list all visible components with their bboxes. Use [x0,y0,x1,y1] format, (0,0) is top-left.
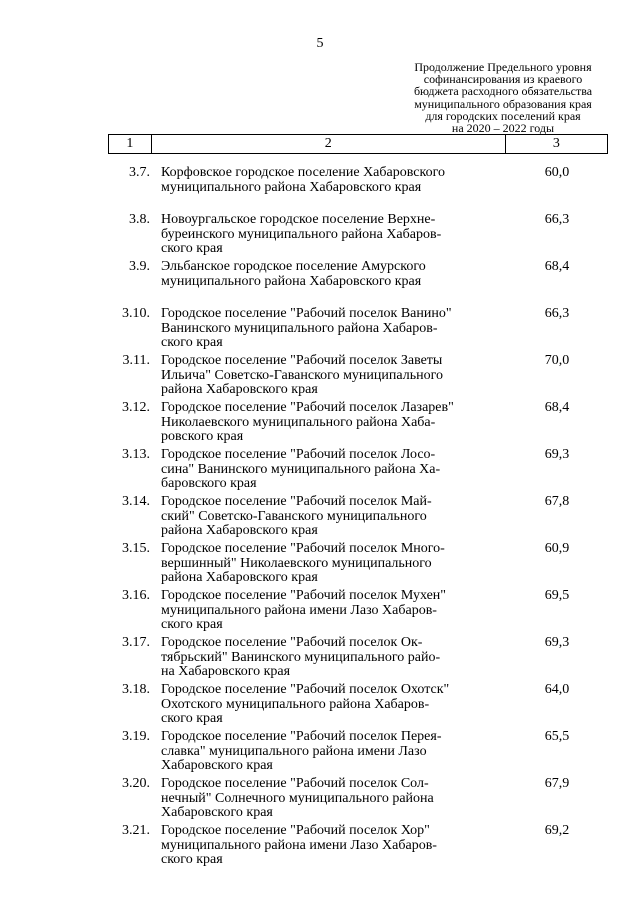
row-number: 3.10. [122,306,150,321]
cofinancing-level: 66,3 [544,306,570,321]
row-number: 3.7. [129,165,150,180]
settlement-name: Городское поселение "Рабочий поселок Май- ский" Советско-Гаванского муниципального района Хабаровского края [161,494,432,538]
settlement-name: Городское поселение "Рабочий поселок Мухен" муниципального района имени Лазо Хабаров- ского края [161,588,447,632]
table-row [108,495,608,542]
table-row [108,401,608,448]
row-number: 3.11. [122,353,150,368]
settlement-name: Корфовское городское поселение Хабаровского муниципального района Хабаровского края [161,165,445,195]
header-line: софинансирования из краевого [423,72,583,87]
cofinancing-level: 68,4 [544,259,570,274]
table-row [108,213,608,260]
table-row [108,589,608,636]
settlement-name: Городское поселение "Рабочий поселок Лазарев" Николаевского муниципального района Хаба- ровского края [161,400,454,444]
table-row [108,730,608,777]
table-row [108,777,608,824]
settlement-name: Городское поселение "Рабочий поселок Заветы Ильича" Советско-Гаванского муниципального района Хабаровского края [161,353,443,397]
cofinancing-level: 60,0 [544,165,570,180]
cofinancing-level: 69,5 [544,588,570,603]
header-line: муниципального образования края [414,96,592,111]
row-number: 3.18. [122,682,150,697]
settlement-name: Городское поселение "Рабочий поселок Ванино" Ванинского муниципального района Хабаров- ского края [161,306,452,350]
row-number: 3.21. [122,823,150,838]
continuation-header [388,61,618,134]
table-row [108,307,608,354]
column-number-3: 3 [505,135,607,154]
cofinancing-level: 69,3 [544,447,570,462]
column-header-row [108,134,608,154]
cofinancing-level: 67,8 [544,494,570,509]
settlement-name: Городское поселение "Рабочий поселок Перея- славка" муниципального района имени Лазо Хабаровского края [161,729,442,773]
row-number: 3.20. [122,776,150,791]
header-line: бюджета расходного обязательства [413,84,593,99]
row-number: 3.8. [129,212,150,227]
row-number: 3.14. [122,494,150,509]
settlement-name: Городское поселение "Рабочий поселок Много- вершинный" Николаевского муниципального района Хабаровского края [161,541,445,585]
cofinancing-level: 60,9 [544,541,570,556]
row-number: 3.19. [122,729,150,744]
cofinancing-level: 64,0 [544,682,570,697]
table-row [108,448,608,495]
table-row [108,824,608,871]
cofinancing-level: 66,3 [544,212,570,227]
row-number: 3.15. [122,541,150,556]
cofinancing-level: 69,3 [544,635,570,650]
settlement-name: Городское поселение "Рабочий поселок Сол- нечный" Солнечного муниципального района Хабаровского края [161,776,434,820]
cofinancing-level: 70,0 [544,353,570,368]
table-row [108,260,608,307]
row-number: 3.16. [122,588,150,603]
cofinancing-level: 69,2 [544,823,570,838]
cofinancing-level: 65,5 [544,729,570,744]
header-line: для городских поселений края [425,108,581,123]
cofinancing-level: 68,4 [544,400,570,415]
settlement-name: Городское поселение "Рабочий поселок Лосо- сина" Ванинского муниципального района Ха- баровского края [161,447,441,491]
cofinancing-level: 67,9 [544,776,570,791]
table-row [108,354,608,401]
settlement-name: Городское поселение "Рабочий поселок Охотск" Охотского муниципального района Хабаров- ского края [161,682,450,726]
header-line: Продолжение Предельного уровня [414,60,592,74]
row-number: 3.12. [122,400,150,415]
table-row [108,683,608,730]
table-row [108,542,608,589]
header-line: на 2020 – 2022 годы [451,121,555,136]
table-row [108,636,608,683]
column-number-2: 2 [151,135,505,154]
settlement-name: Новоургальское городское поселение Верхне- буреинского муниципального района Хабаров- ского края [161,212,442,256]
settlement-name: Городское поселение "Рабочий поселок Ок- тябрьский" Ванинского муниципального райо- на Хабаровского края [161,635,441,679]
row-number: 3.17. [122,635,150,650]
page-number: 5 [316,36,324,51]
row-number: 3.13. [122,447,150,462]
settlement-name: Городское поселение "Рабочий поселок Хор" муниципального района имени Лазо Хабаров- ского края [161,823,437,867]
settlements-list [108,166,608,871]
row-number: 3.9. [129,259,150,274]
settlement-name: Эльбанское городское поселение Амурского муниципального района Хабаровского края [161,259,426,289]
column-number-1: 1 [109,135,152,154]
table-row [108,166,608,213]
